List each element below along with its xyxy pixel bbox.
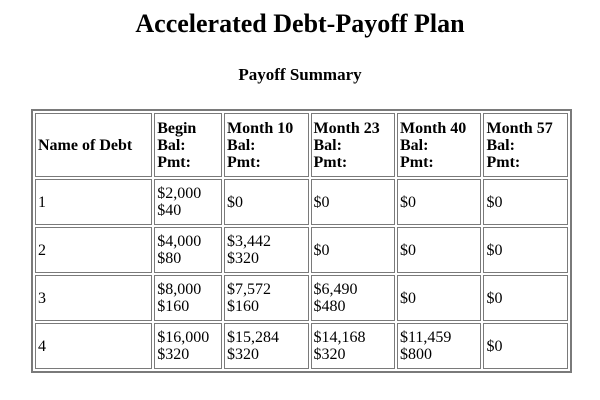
payment-value: $320 — [157, 346, 190, 363]
column-header-bal: Bal: — [313, 136, 342, 154]
column-header-begin — [154, 113, 222, 177]
table-cell — [224, 179, 308, 225]
table-cell — [154, 323, 222, 369]
column-header-bal: Bal: — [227, 136, 256, 154]
balance-value: $0 — [486, 289, 503, 307]
balance-value: $0 — [227, 193, 244, 211]
table-cell — [397, 179, 481, 225]
payment-value: $320 — [227, 250, 260, 267]
table-cell — [311, 227, 395, 273]
balance-value: $0 — [399, 193, 416, 211]
balance-value: $14,168 — [313, 329, 366, 346]
payment-value: $160 — [157, 298, 190, 315]
balance-value: $7,572 — [227, 281, 272, 298]
balance-value: $0 — [399, 241, 416, 259]
column-header-pmt: Pmt: — [313, 153, 348, 171]
column-header-label: Begin — [157, 119, 197, 137]
column-header-bal: Bal: — [399, 136, 429, 154]
table-cell — [224, 323, 308, 369]
column-header-pmt: Pmt: — [157, 153, 191, 171]
table-header-row — [35, 113, 568, 177]
balance-value: $16,000 — [157, 329, 210, 346]
column-header-bal: Bal: — [157, 136, 186, 154]
table-cell — [311, 275, 395, 321]
column-header-label: Month 40 — [399, 119, 467, 137]
table-cell — [154, 227, 222, 273]
table-cell — [397, 323, 481, 369]
column-header-bal: Bal: — [486, 136, 515, 154]
table-cell — [483, 275, 568, 321]
balance-value: $0 — [313, 241, 330, 259]
table-cell — [154, 179, 222, 225]
balance-value: $0 — [399, 289, 416, 307]
table-cell — [224, 275, 308, 321]
column-header-label: Month 23 — [313, 119, 380, 137]
table-cell — [311, 323, 395, 369]
payment-value: $80 — [157, 250, 182, 267]
balance-value: $2,000 — [157, 185, 202, 202]
payment-value: $160 — [227, 298, 260, 315]
column-header-pmt: Pmt: — [399, 153, 434, 171]
column-header-month-10 — [224, 113, 308, 177]
page-title: Accelerated Debt-Payoff Plan — [135, 9, 465, 38]
balance-value: $0 — [486, 337, 503, 355]
table-row — [35, 323, 568, 369]
table-cell — [154, 275, 222, 321]
balance-value: $3,442 — [227, 233, 272, 250]
table-cell — [397, 275, 481, 321]
column-header-month-23 — [311, 113, 395, 177]
balance-value: $0 — [486, 193, 503, 211]
debt-name-cell: 3 — [35, 275, 152, 321]
debt-name-cell: 4 — [35, 323, 152, 369]
debt-name-cell: 2 — [35, 227, 152, 273]
balance-value: $6,490 — [313, 281, 358, 298]
table-row — [35, 179, 568, 225]
table-cell — [224, 227, 308, 273]
column-header-month-40 — [397, 113, 481, 177]
table-cell — [483, 227, 568, 273]
table-cell — [483, 323, 568, 369]
column-header-label: Month 10 — [227, 119, 294, 137]
payoff-summary-table — [31, 109, 572, 373]
column-header-month-57 — [483, 113, 568, 177]
balance-value: $15,284 — [227, 329, 280, 346]
table-cell — [483, 179, 568, 225]
balance-value: $11,459 — [399, 329, 452, 346]
debt-name-cell: 1 — [35, 179, 152, 225]
table-cell — [397, 227, 481, 273]
balance-value: $0 — [486, 241, 503, 259]
column-header-pmt: Pmt: — [486, 153, 521, 171]
table-row — [35, 227, 568, 273]
payment-value: $40 — [157, 202, 182, 219]
payment-value: $320 — [227, 346, 260, 363]
payment-value: $320 — [313, 346, 346, 363]
payment-value: $480 — [313, 298, 346, 315]
column-header-pmt: Pmt: — [227, 153, 261, 171]
payoff-summary-heading: Payoff Summary — [238, 65, 362, 84]
balance-value: $4,000 — [157, 233, 202, 250]
table-cell — [311, 179, 395, 225]
balance-value: $0 — [313, 193, 330, 211]
table-row — [35, 275, 568, 321]
column-header-label: Month 57 — [486, 119, 553, 137]
name-of-debt-header: Name of Debt — [35, 113, 152, 177]
balance-value: $8,000 — [157, 281, 202, 298]
payment-value: $800 — [399, 346, 432, 363]
